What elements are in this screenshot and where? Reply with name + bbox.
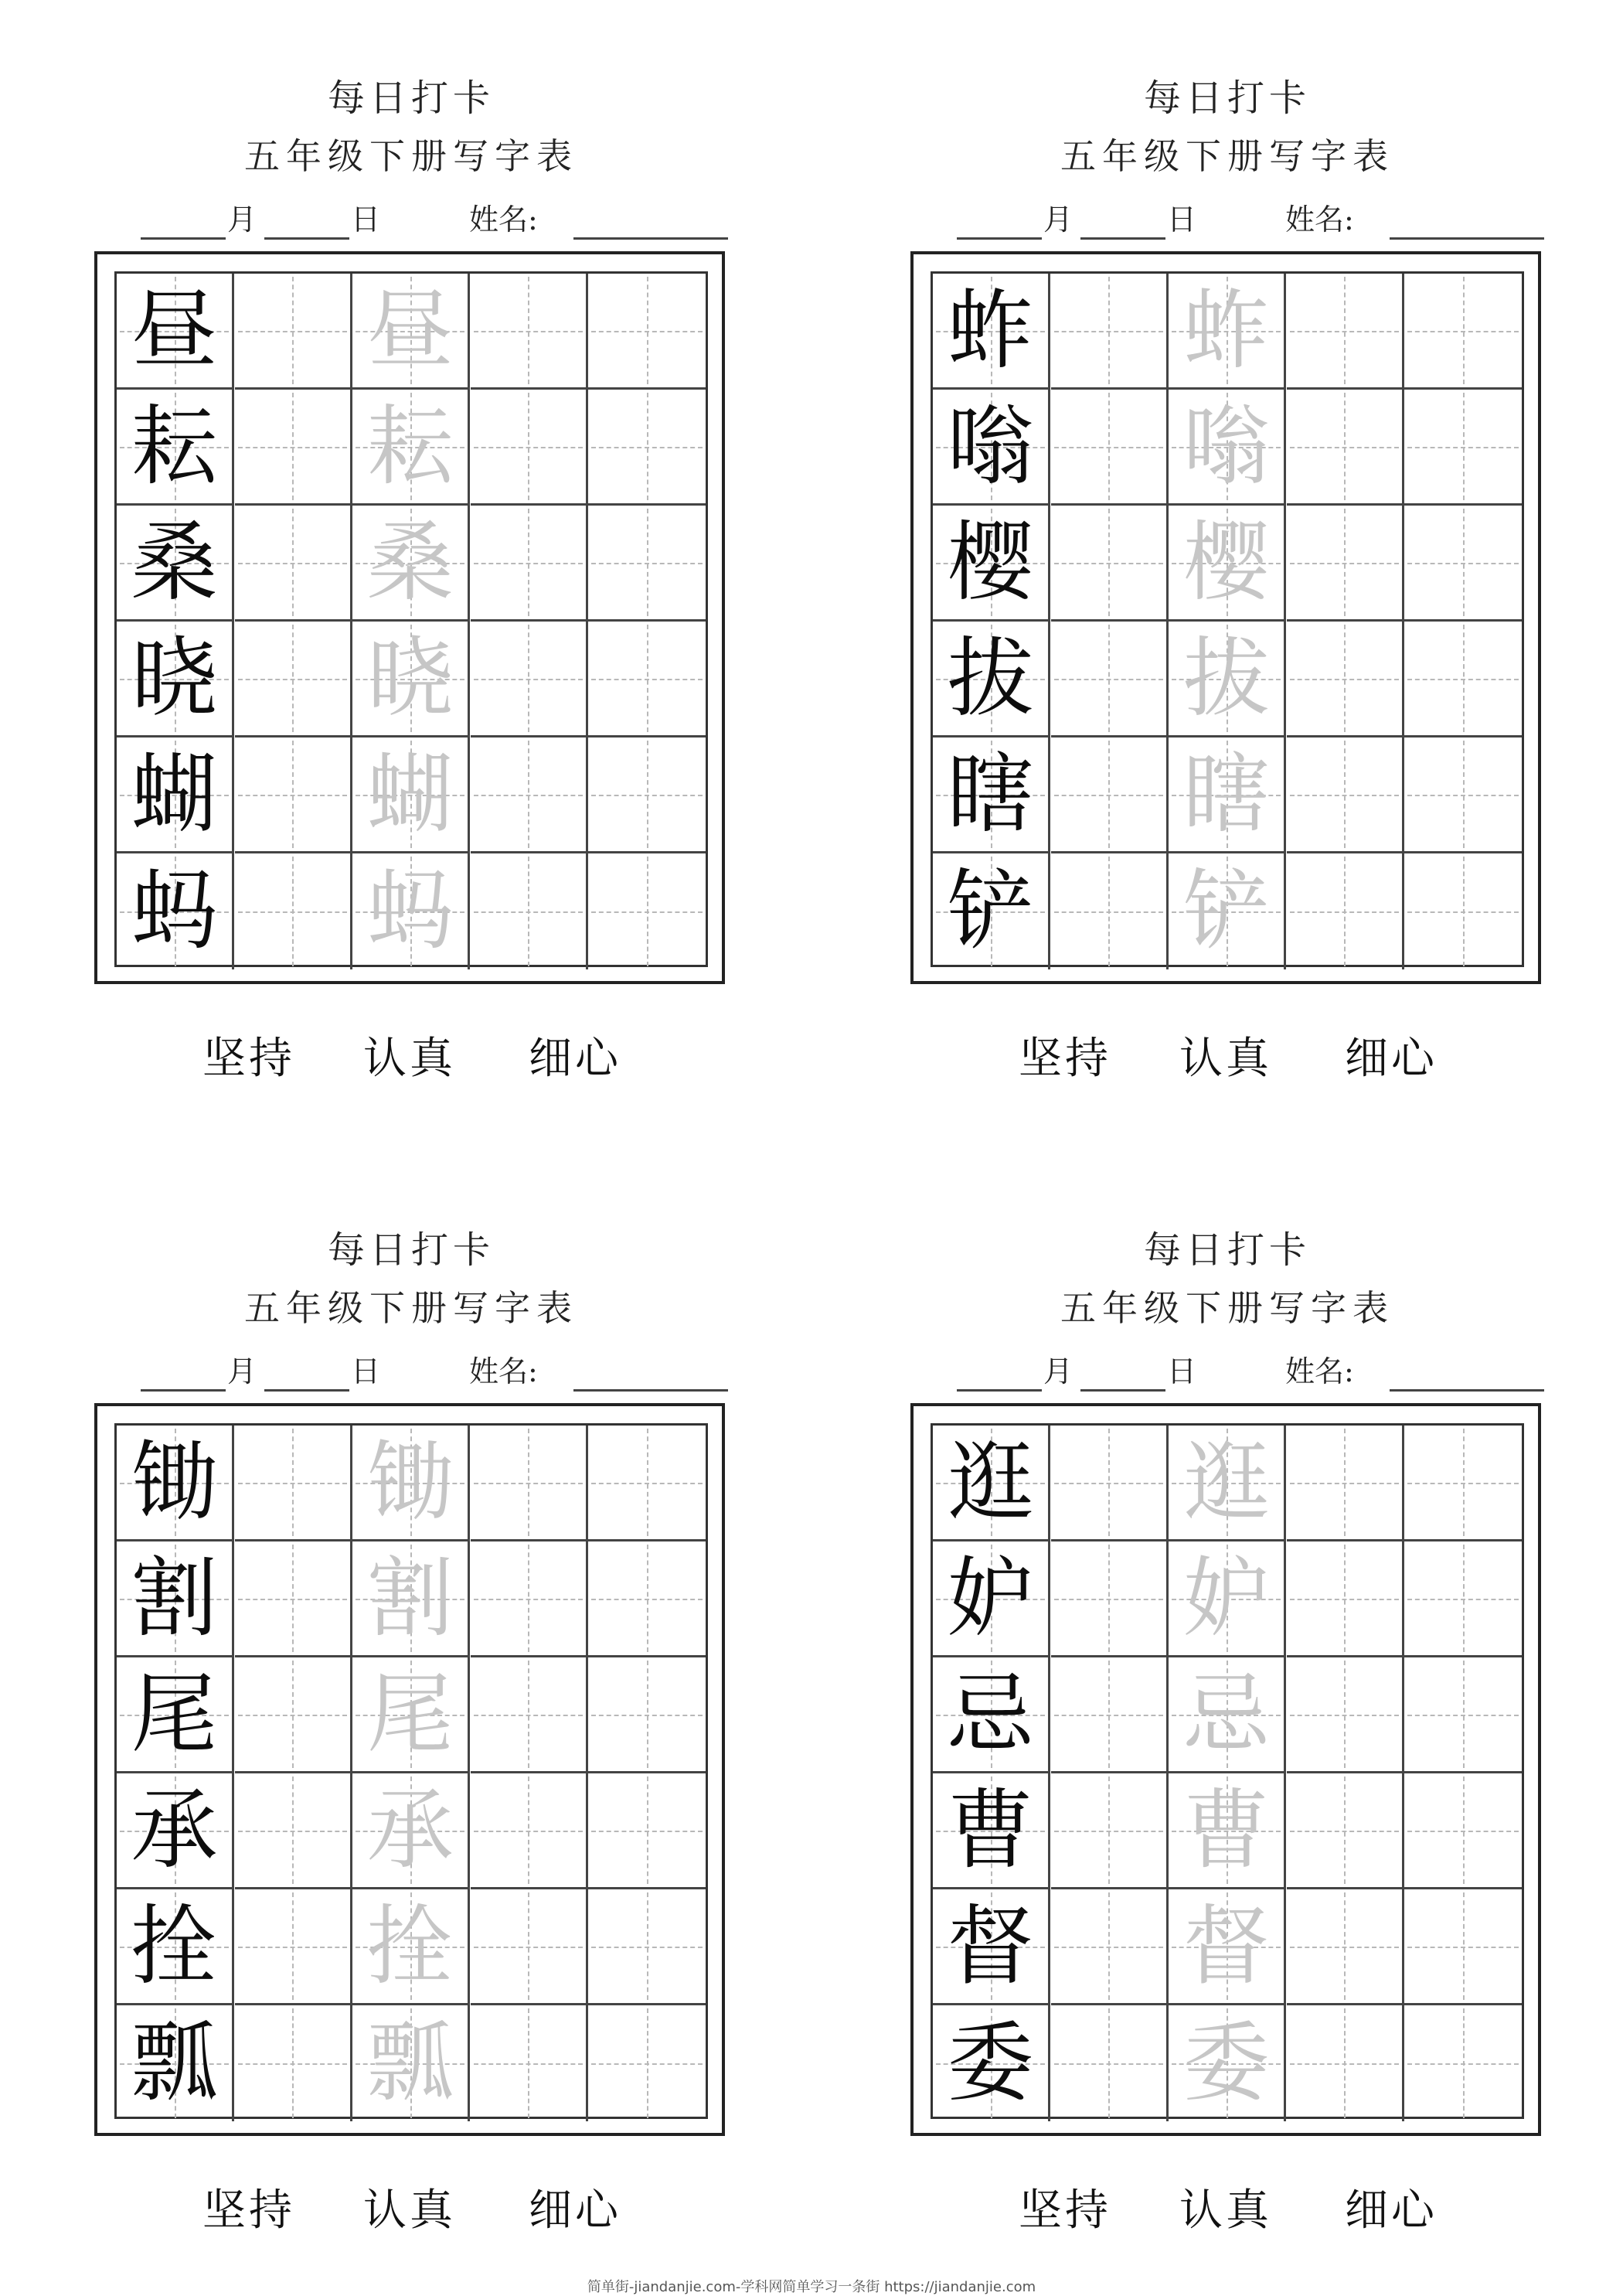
blank-practice-cell[interactable]	[1287, 506, 1404, 622]
grid-row	[117, 738, 706, 853]
trace-char-cell[interactable]	[1169, 1889, 1286, 2005]
blank-practice-cell[interactable]	[1287, 2005, 1404, 2121]
grid-row	[117, 1773, 706, 1889]
blank-practice-cell[interactable]	[235, 1889, 352, 2005]
grid-row	[117, 506, 706, 622]
trace-character: 尾	[366, 1664, 454, 1765]
trace-character: 桑	[366, 512, 454, 613]
card-title: 每日打卡	[1143, 77, 1311, 120]
model-character: 尾	[131, 1664, 218, 1765]
trace-char-cell[interactable]	[352, 274, 470, 390]
model-character: 瓢	[131, 2013, 218, 2114]
trace-char-cell[interactable]	[1169, 1541, 1286, 1657]
model-character: 樱	[947, 512, 1034, 613]
model-char-cell[interactable]	[117, 1889, 234, 2005]
blank-practice-cell[interactable]	[1404, 853, 1522, 969]
blank-practice-cell[interactable]	[471, 853, 588, 969]
trace-character: 拴	[366, 1896, 454, 1997]
blank-practice-cell[interactable]	[588, 1773, 706, 1889]
name-label: 姓名:	[1285, 203, 1354, 237]
trace-char-cell[interactable]	[1169, 2005, 1286, 2121]
writing-frame	[910, 1403, 1541, 2136]
trace-char-cell[interactable]	[352, 622, 470, 738]
blank-practice-cell[interactable]	[1404, 738, 1522, 853]
page-footer: 简单街-jiandanjie.com-学科网简单学习一条街 https://jiandanjie.com	[587, 2279, 1036, 2295]
month-blank[interactable]	[141, 237, 226, 240]
writing-frame	[910, 251, 1541, 984]
trace-character: 委	[1182, 2013, 1270, 2114]
model-character: 拔	[947, 628, 1034, 729]
blank-practice-cell[interactable]	[471, 1889, 588, 2005]
grid-row	[933, 274, 1522, 390]
blank-practice-cell[interactable]	[471, 1541, 588, 1657]
blank-practice-cell[interactable]	[471, 1426, 588, 1541]
model-char-cell[interactable]	[117, 622, 234, 738]
blank-practice-cell[interactable]	[471, 1657, 588, 1773]
blank-practice-cell[interactable]	[588, 506, 706, 622]
trace-char-cell[interactable]	[352, 390, 470, 506]
blank-practice-cell[interactable]	[1051, 853, 1169, 969]
model-char-cell[interactable]	[933, 506, 1050, 622]
trace-char-cell[interactable]	[352, 1773, 470, 1889]
trace-char-cell[interactable]	[352, 1426, 470, 1541]
blank-practice-cell[interactable]	[588, 2005, 706, 2121]
blank-practice-cell[interactable]	[1404, 506, 1522, 622]
model-character: 督	[947, 1896, 1034, 1997]
slogan-careful: 细心	[529, 1034, 621, 1084]
grid-row	[933, 2005, 1522, 2121]
grid-row	[933, 1426, 1522, 1541]
month-label: 月	[227, 1354, 257, 1388]
grid-row	[933, 1541, 1522, 1657]
writing-frame	[94, 251, 725, 984]
trace-character: 铲	[1182, 861, 1270, 962]
model-char-cell[interactable]	[117, 738, 234, 853]
practice-card	[910, 1206, 1544, 2288]
blank-practice-cell[interactable]	[1404, 1541, 1522, 1657]
model-character: 晓	[131, 628, 218, 729]
blank-practice-cell[interactable]	[1051, 1657, 1169, 1773]
model-char-cell[interactable]	[117, 390, 234, 506]
day-label: 日	[1167, 203, 1197, 237]
trace-character: 锄	[366, 1432, 454, 1533]
trace-character: 忌	[1182, 1664, 1270, 1765]
model-character: 瞎	[947, 744, 1034, 845]
blank-practice-cell[interactable]	[1404, 2005, 1522, 2121]
trace-character: 蝴	[366, 744, 454, 845]
blank-practice-cell[interactable]	[1287, 390, 1404, 506]
blank-practice-cell[interactable]	[588, 390, 706, 506]
grid-row	[933, 390, 1522, 506]
month-label: 月	[1043, 203, 1073, 237]
blank-practice-cell[interactable]	[1404, 622, 1522, 738]
practice-card	[94, 54, 728, 1136]
blank-practice-cell[interactable]	[1287, 1889, 1404, 2005]
name-blank[interactable]	[1390, 1389, 1544, 1392]
blank-practice-cell[interactable]	[1051, 506, 1169, 622]
model-char-cell[interactable]	[933, 853, 1050, 969]
grid-row	[117, 2005, 706, 2121]
blank-practice-cell[interactable]	[588, 1889, 706, 2005]
blank-practice-cell[interactable]	[235, 506, 352, 622]
blank-practice-cell[interactable]	[1051, 1541, 1169, 1657]
model-char-cell[interactable]	[117, 2005, 234, 2121]
blank-practice-cell[interactable]	[1287, 1773, 1404, 1889]
blank-practice-cell[interactable]	[471, 2005, 588, 2121]
blank-practice-cell[interactable]	[235, 2005, 352, 2121]
grid-row	[117, 1889, 706, 2005]
slogan-careful: 细心	[529, 2185, 621, 2236]
month-blank[interactable]	[141, 1389, 226, 1392]
model-character: 蚱	[947, 280, 1034, 381]
trace-char-cell[interactable]	[1169, 738, 1286, 853]
card-subtitle: 五年级下册写字表	[244, 135, 578, 177]
trace-char-cell[interactable]	[352, 2005, 470, 2121]
date-name-line	[141, 201, 728, 244]
model-char-cell[interactable]	[933, 390, 1050, 506]
trace-character: 承	[366, 1780, 454, 1881]
blank-practice-cell[interactable]	[235, 738, 352, 853]
day-blank[interactable]	[264, 237, 349, 240]
blank-practice-cell[interactable]	[1287, 853, 1404, 969]
model-character: 承	[131, 1780, 218, 1881]
date-name-line	[957, 201, 1544, 244]
date-name-line	[141, 1353, 728, 1396]
model-character: 忌	[947, 1664, 1034, 1765]
grid-row	[117, 853, 706, 969]
name-label: 姓名:	[469, 1354, 538, 1388]
model-character: 耘	[131, 396, 218, 497]
model-char-cell[interactable]	[933, 1657, 1050, 1773]
grid-row	[933, 738, 1522, 853]
practice-card	[94, 1206, 728, 2288]
model-character: 昼	[131, 280, 218, 381]
model-char-cell[interactable]	[933, 1426, 1050, 1541]
blank-practice-cell[interactable]	[1404, 390, 1522, 506]
tianzige-grid	[931, 1423, 1524, 2119]
blank-practice-cell[interactable]	[235, 853, 352, 969]
blank-practice-cell[interactable]	[471, 622, 588, 738]
trace-char-cell[interactable]	[1169, 622, 1286, 738]
blank-practice-cell[interactable]	[471, 1773, 588, 1889]
slogan-earnest: 认真	[363, 2185, 456, 2236]
blank-practice-cell[interactable]	[1051, 274, 1169, 390]
name-blank[interactable]	[1390, 237, 1544, 240]
grid-row	[117, 1541, 706, 1657]
trace-char-cell[interactable]	[352, 1657, 470, 1773]
grid-row	[933, 622, 1522, 738]
trace-character: 昼	[366, 280, 454, 381]
card-subtitle: 五年级下册写字表	[1060, 1287, 1394, 1329]
tianzige-grid	[114, 1423, 708, 2119]
blank-practice-cell[interactable]	[588, 1541, 706, 1657]
grid-row	[117, 1426, 706, 1541]
card-title: 每日打卡	[1143, 1228, 1311, 1272]
trace-char-cell[interactable]	[1169, 506, 1286, 622]
grid-row	[933, 853, 1522, 969]
model-char-cell[interactable]	[933, 274, 1050, 390]
trace-character: 蚱	[1182, 280, 1270, 381]
name-label: 姓名:	[469, 203, 538, 237]
trace-character: 曹	[1182, 1780, 1270, 1881]
card-title: 每日打卡	[327, 77, 495, 120]
day-label: 日	[351, 203, 381, 237]
blank-practice-cell[interactable]	[1287, 1541, 1404, 1657]
grid-row	[117, 274, 706, 390]
blank-practice-cell[interactable]	[1404, 274, 1522, 390]
blank-practice-cell[interactable]	[1404, 1426, 1522, 1541]
model-char-cell[interactable]	[933, 1773, 1050, 1889]
tianzige-grid	[931, 271, 1524, 967]
model-char-cell[interactable]	[933, 1541, 1050, 1657]
trace-character: 晓	[366, 628, 454, 729]
model-character: 曹	[947, 1780, 1034, 1881]
blank-practice-cell[interactable]	[235, 274, 352, 390]
blank-practice-cell[interactable]	[1404, 1773, 1522, 1889]
month-blank[interactable]	[957, 1389, 1042, 1392]
day-blank[interactable]	[264, 1389, 349, 1392]
trace-character: 割	[366, 1548, 454, 1649]
trace-character: 瞎	[1182, 744, 1270, 845]
model-char-cell[interactable]	[933, 1889, 1050, 2005]
trace-character: 樱	[1182, 512, 1270, 613]
model-character: 妒	[947, 1548, 1034, 1649]
blank-practice-cell[interactable]	[235, 622, 352, 738]
blank-practice-cell[interactable]	[588, 853, 706, 969]
model-character: 割	[131, 1548, 218, 1649]
trace-char-cell[interactable]	[1169, 1773, 1286, 1889]
blank-practice-cell[interactable]	[588, 1426, 706, 1541]
grid-row	[933, 506, 1522, 622]
model-char-cell[interactable]	[117, 853, 234, 969]
trace-char-cell[interactable]	[352, 1889, 470, 2005]
trace-character: 嗡	[1182, 396, 1270, 497]
blank-practice-cell[interactable]	[235, 390, 352, 506]
blank-practice-cell[interactable]	[588, 274, 706, 390]
slogan-persist: 坚持	[202, 1034, 295, 1084]
slogan-earnest: 认真	[363, 1034, 456, 1084]
model-character: 蝴	[131, 744, 218, 845]
blank-practice-cell[interactable]	[1051, 738, 1169, 853]
model-character: 锄	[131, 1432, 218, 1533]
trace-character: 妒	[1182, 1548, 1270, 1649]
date-name-line	[957, 1353, 1544, 1396]
blank-practice-cell[interactable]	[235, 1657, 352, 1773]
model-char-cell[interactable]	[933, 2005, 1050, 2121]
card-subtitle: 五年级下册写字表	[244, 1287, 578, 1329]
month-label: 月	[227, 203, 257, 237]
model-character: 委	[947, 2013, 1034, 2114]
model-character: 嗡	[947, 396, 1034, 497]
blank-practice-cell[interactable]	[1287, 622, 1404, 738]
blank-practice-cell[interactable]	[1287, 1657, 1404, 1773]
blank-practice-cell[interactable]	[235, 1773, 352, 1889]
blank-practice-cell[interactable]	[1051, 1426, 1169, 1541]
slogan-persist: 坚持	[202, 2185, 295, 2236]
blank-practice-cell[interactable]	[1051, 1889, 1169, 2005]
blank-practice-cell[interactable]	[588, 738, 706, 853]
blank-practice-cell[interactable]	[471, 274, 588, 390]
slogan-earnest: 认真	[1179, 1034, 1272, 1084]
blank-practice-cell[interactable]	[588, 622, 706, 738]
trace-char-cell[interactable]	[1169, 853, 1286, 969]
blank-practice-cell[interactable]	[1051, 390, 1169, 506]
trace-char-cell[interactable]	[352, 506, 470, 622]
trace-char-cell[interactable]	[352, 1541, 470, 1657]
grid-row	[117, 390, 706, 506]
grid-row	[117, 1657, 706, 1773]
blank-practice-cell[interactable]	[1404, 1889, 1522, 2005]
blank-practice-cell[interactable]	[588, 1657, 706, 1773]
practice-card	[910, 54, 1544, 1136]
grid-row	[117, 622, 706, 738]
blank-practice-cell[interactable]	[1404, 1657, 1522, 1773]
model-char-cell[interactable]	[117, 1541, 234, 1657]
day-label: 日	[1167, 1354, 1197, 1388]
blank-practice-cell[interactable]	[1287, 274, 1404, 390]
slogan-careful: 细心	[1345, 2185, 1438, 2236]
model-character: 蚂	[131, 861, 218, 962]
trace-character: 拔	[1182, 628, 1270, 729]
trace-character: 逛	[1182, 1432, 1270, 1533]
blank-practice-cell[interactable]	[1051, 2005, 1169, 2121]
model-char-cell[interactable]	[117, 506, 234, 622]
day-blank[interactable]	[1080, 1389, 1165, 1392]
model-character: 铲	[947, 861, 1034, 962]
blank-practice-cell[interactable]	[471, 506, 588, 622]
blank-practice-cell[interactable]	[1287, 1426, 1404, 1541]
slogan-earnest: 认真	[1179, 2185, 1272, 2236]
trace-character: 蚂	[366, 861, 454, 962]
blank-practice-cell[interactable]	[235, 1426, 352, 1541]
blank-practice-cell[interactable]	[1051, 1773, 1169, 1889]
model-char-cell[interactable]	[117, 1657, 234, 1773]
model-char-cell[interactable]	[933, 622, 1050, 738]
name-blank[interactable]	[573, 237, 728, 240]
card-title: 每日打卡	[327, 1228, 495, 1272]
blank-practice-cell[interactable]	[235, 1541, 352, 1657]
name-label: 姓名:	[1285, 1354, 1354, 1388]
model-character: 拴	[131, 1896, 218, 1997]
model-character: 逛	[947, 1432, 1034, 1533]
tianzige-grid	[114, 271, 708, 967]
card-subtitle: 五年级下册写字表	[1060, 135, 1394, 177]
blank-practice-cell[interactable]	[1287, 738, 1404, 853]
trace-char-cell[interactable]	[1169, 1657, 1286, 1773]
trace-char-cell[interactable]	[1169, 1426, 1286, 1541]
writing-frame	[94, 1403, 725, 2136]
blank-practice-cell[interactable]	[471, 390, 588, 506]
trace-character: 瓢	[366, 2013, 454, 2114]
trace-char-cell[interactable]	[352, 738, 470, 853]
model-char-cell[interactable]	[933, 738, 1050, 853]
trace-char-cell[interactable]	[1169, 274, 1286, 390]
slogan-careful: 细心	[1345, 1034, 1438, 1084]
slogan-persist: 坚持	[1019, 2185, 1111, 2236]
month-blank[interactable]	[957, 237, 1042, 240]
grid-row	[933, 1657, 1522, 1773]
trace-char-cell[interactable]	[1169, 390, 1286, 506]
blank-practice-cell[interactable]	[471, 738, 588, 853]
trace-char-cell[interactable]	[352, 853, 470, 969]
day-label: 日	[351, 1354, 381, 1388]
trace-character: 督	[1182, 1896, 1270, 1997]
grid-row	[933, 1889, 1522, 2005]
day-blank[interactable]	[1080, 237, 1165, 240]
model-character: 桑	[131, 512, 218, 613]
model-char-cell[interactable]	[117, 1426, 234, 1541]
grid-row	[933, 1773, 1522, 1889]
blank-practice-cell[interactable]	[1051, 622, 1169, 738]
slogan-persist: 坚持	[1019, 1034, 1111, 1084]
month-label: 月	[1043, 1354, 1073, 1388]
model-char-cell[interactable]	[117, 274, 234, 390]
model-char-cell[interactable]	[117, 1773, 234, 1889]
name-blank[interactable]	[573, 1389, 728, 1392]
trace-character: 耘	[366, 396, 454, 497]
